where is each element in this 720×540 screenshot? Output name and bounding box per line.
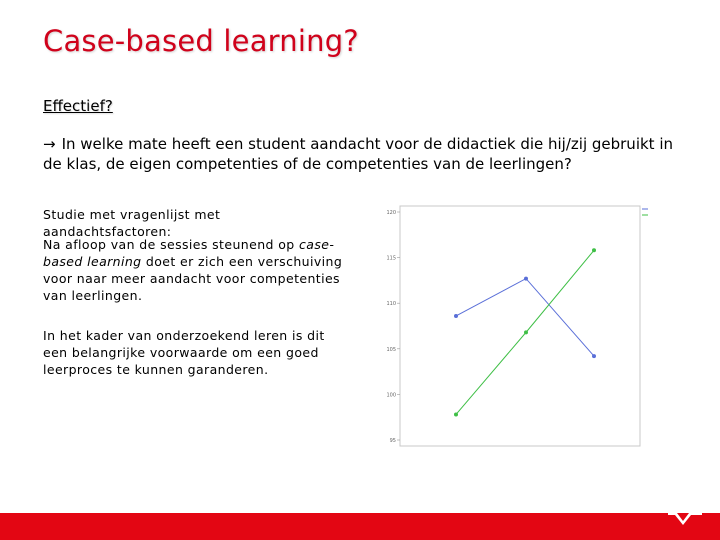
data-point	[454, 412, 458, 416]
data-point	[592, 354, 596, 358]
y-tick-label: 120	[386, 210, 396, 216]
y-tick-label: 115	[386, 255, 396, 262]
conclusion-text: In het kader van onderzoekend leren is dit een belangrijke voorwaarde om een goed leerproces te kunnen garanderen.	[43, 328, 325, 377]
section-heading: Effectief?	[43, 97, 113, 115]
intro-paragraph	[43, 134, 673, 174]
y-tick-label: 95	[389, 438, 396, 444]
y-tick-label: 110	[386, 301, 396, 308]
arrow-icon: →	[43, 135, 56, 153]
plot-area	[400, 206, 640, 446]
result-text	[43, 236, 348, 304]
data-point	[524, 277, 528, 281]
y-tick-label: 100	[386, 392, 396, 399]
legend	[642, 209, 648, 215]
y-tick-label: 105	[386, 346, 396, 353]
result-text-a: Na afloop van de sessies steunend op	[43, 237, 299, 252]
slide-title: Case-based learning?	[43, 24, 359, 58]
data-point	[524, 330, 528, 334]
data-point	[592, 248, 596, 252]
intro-text: In welke mate heeft een student aandacht voor de didactiek die hij/zij gebruikt in de klas, de eigen competenties of de competenties van de leerlingen?	[43, 135, 673, 173]
data-point	[454, 314, 458, 318]
footer-bar	[0, 513, 720, 540]
line-chart	[372, 200, 672, 492]
result-text-em: case-based learning	[43, 237, 335, 269]
study-text: Studie met vragenlijst met aandachtsfactoren:	[43, 207, 221, 239]
result-text-b: doet er zich een verschuiving voor naar meer aandacht voor competenties van leerlingen.	[43, 254, 343, 303]
logo-mark-icon	[668, 513, 702, 527]
